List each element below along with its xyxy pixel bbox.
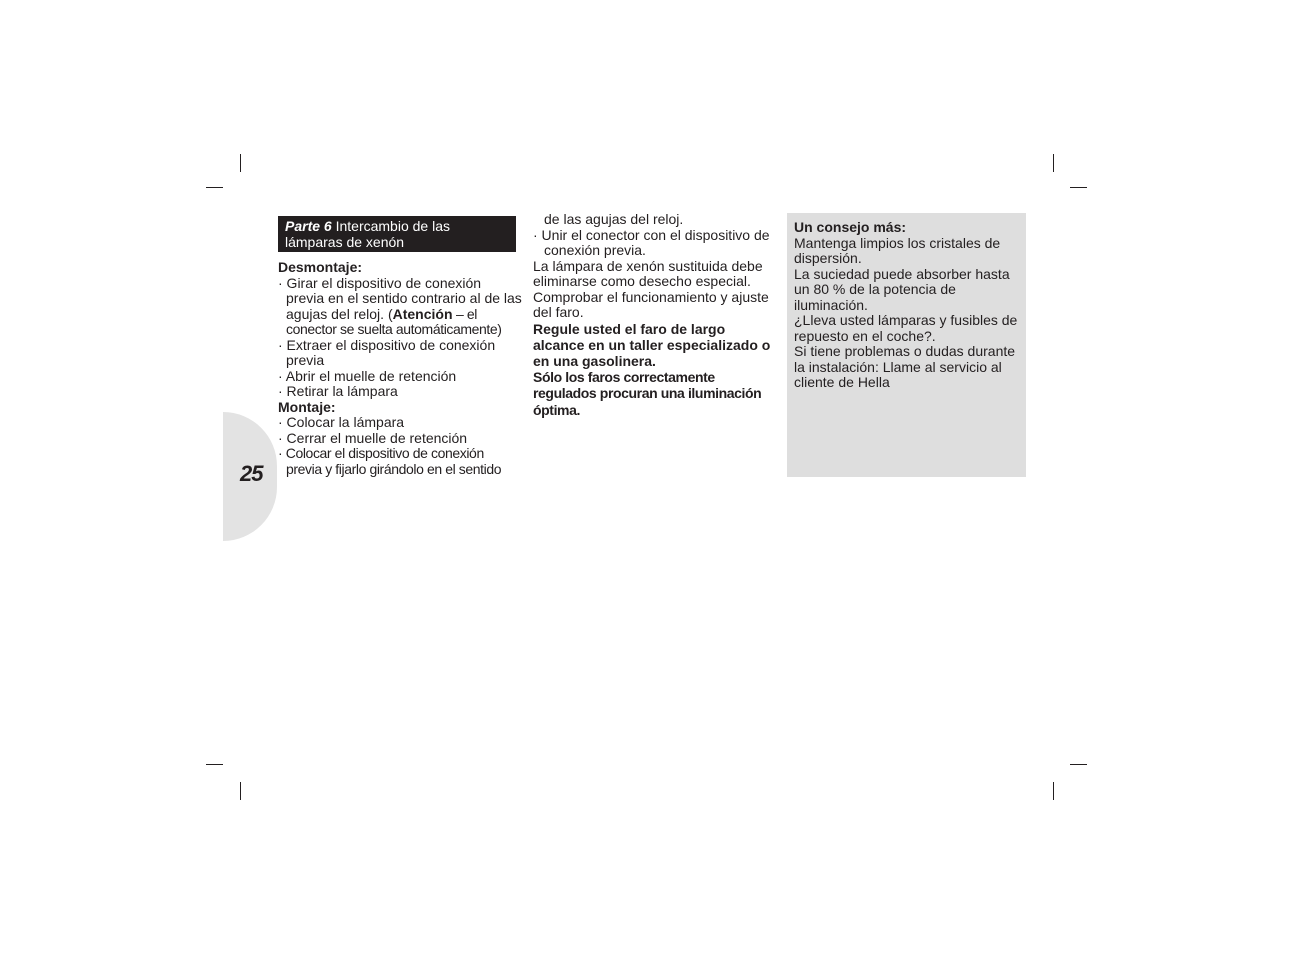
crop-mark-bottom-right-horizontal <box>1070 764 1087 765</box>
crop-mark-bottom-right-vertical <box>1053 782 1054 800</box>
page-number: 25 <box>240 461 263 486</box>
dismount-step-2: · Extraer el dispositivo de conexión previa <box>278 336 496 368</box>
tip-1: Mantenga limpios los cristales de dispersión. <box>794 234 1001 266</box>
crop-mark-top-left-vertical <box>240 154 241 172</box>
dismount-step-1 <box>278 276 523 338</box>
check-text: Comprobar el funcionamiento y ajuste del faro. <box>533 288 769 320</box>
section-part-label: Parte 6 <box>285 218 332 234</box>
tip-2: La suciedad puede absorber hasta un 80 % de la potencia de iluminación. <box>794 265 1010 313</box>
mount-heading: Montaje: <box>278 398 336 415</box>
optimal-notice: Sólo los faros correctamente regulados procuran una iluminación óptima. <box>533 368 762 418</box>
crop-mark-top-right-horizontal <box>1070 187 1087 188</box>
crop-mark-top-right-vertical <box>1053 154 1054 172</box>
section-title-line2: lámparas de xenón <box>285 234 405 250</box>
column-2 <box>533 212 779 418</box>
crop-mark-bottom-left-vertical <box>240 782 241 800</box>
tip-4: Si tiene problemas o dudas durante la instalación: Llame al servicio al cliente de Hella <box>794 343 1016 390</box>
dismount-heading: Desmontaje: <box>278 259 363 275</box>
crop-mark-top-left-horizontal <box>206 187 223 188</box>
mount-step-2: · Cerrar el muelle de retención <box>278 429 468 446</box>
adjust-notice: Regule usted el faro de largo alcance en un taller especializado o en una gasolinera. <box>533 320 771 369</box>
section-title-line1: Intercambio de las <box>331 218 450 234</box>
section-heading <box>278 216 516 252</box>
crop-mark-bottom-left-horizontal <box>206 764 223 765</box>
mount-step-1: · Colocar la lámpara <box>278 414 405 430</box>
dismount-step-1-text-b: – el conector se suelta automáticamente) <box>286 305 502 337</box>
dismount-step-1-attention: Atención <box>392 305 453 322</box>
column-3 <box>794 220 1026 391</box>
disposal-text: La lámpara de xenón sustituida debe eliminarse como desecho especial. <box>533 257 763 289</box>
tip-heading: Un consejo más: <box>794 219 907 235</box>
tip-3: ¿Lleva usted lámparas y fusibles de repuesto en el coche?. <box>794 312 1018 344</box>
column-1 <box>278 216 523 477</box>
continued-text: de las agujas del reloj. <box>544 211 684 227</box>
mount-step-3: · Colocar el dispositivo de conexión previa y fijarlo girándolo en el sentido <box>278 445 502 477</box>
dismount-step-1-text-a: · Girar el dispositivo de conexión previa en el sentido contrario al de las agujas del reloj. ( <box>278 274 522 322</box>
dismount-step-4: · Retirar la lámpara <box>278 383 398 399</box>
dismount-step-3: · Abrir el muelle de retención <box>278 367 457 384</box>
connector-step: · Unir el conector con el dispositivo de conexión previa. <box>533 226 770 258</box>
